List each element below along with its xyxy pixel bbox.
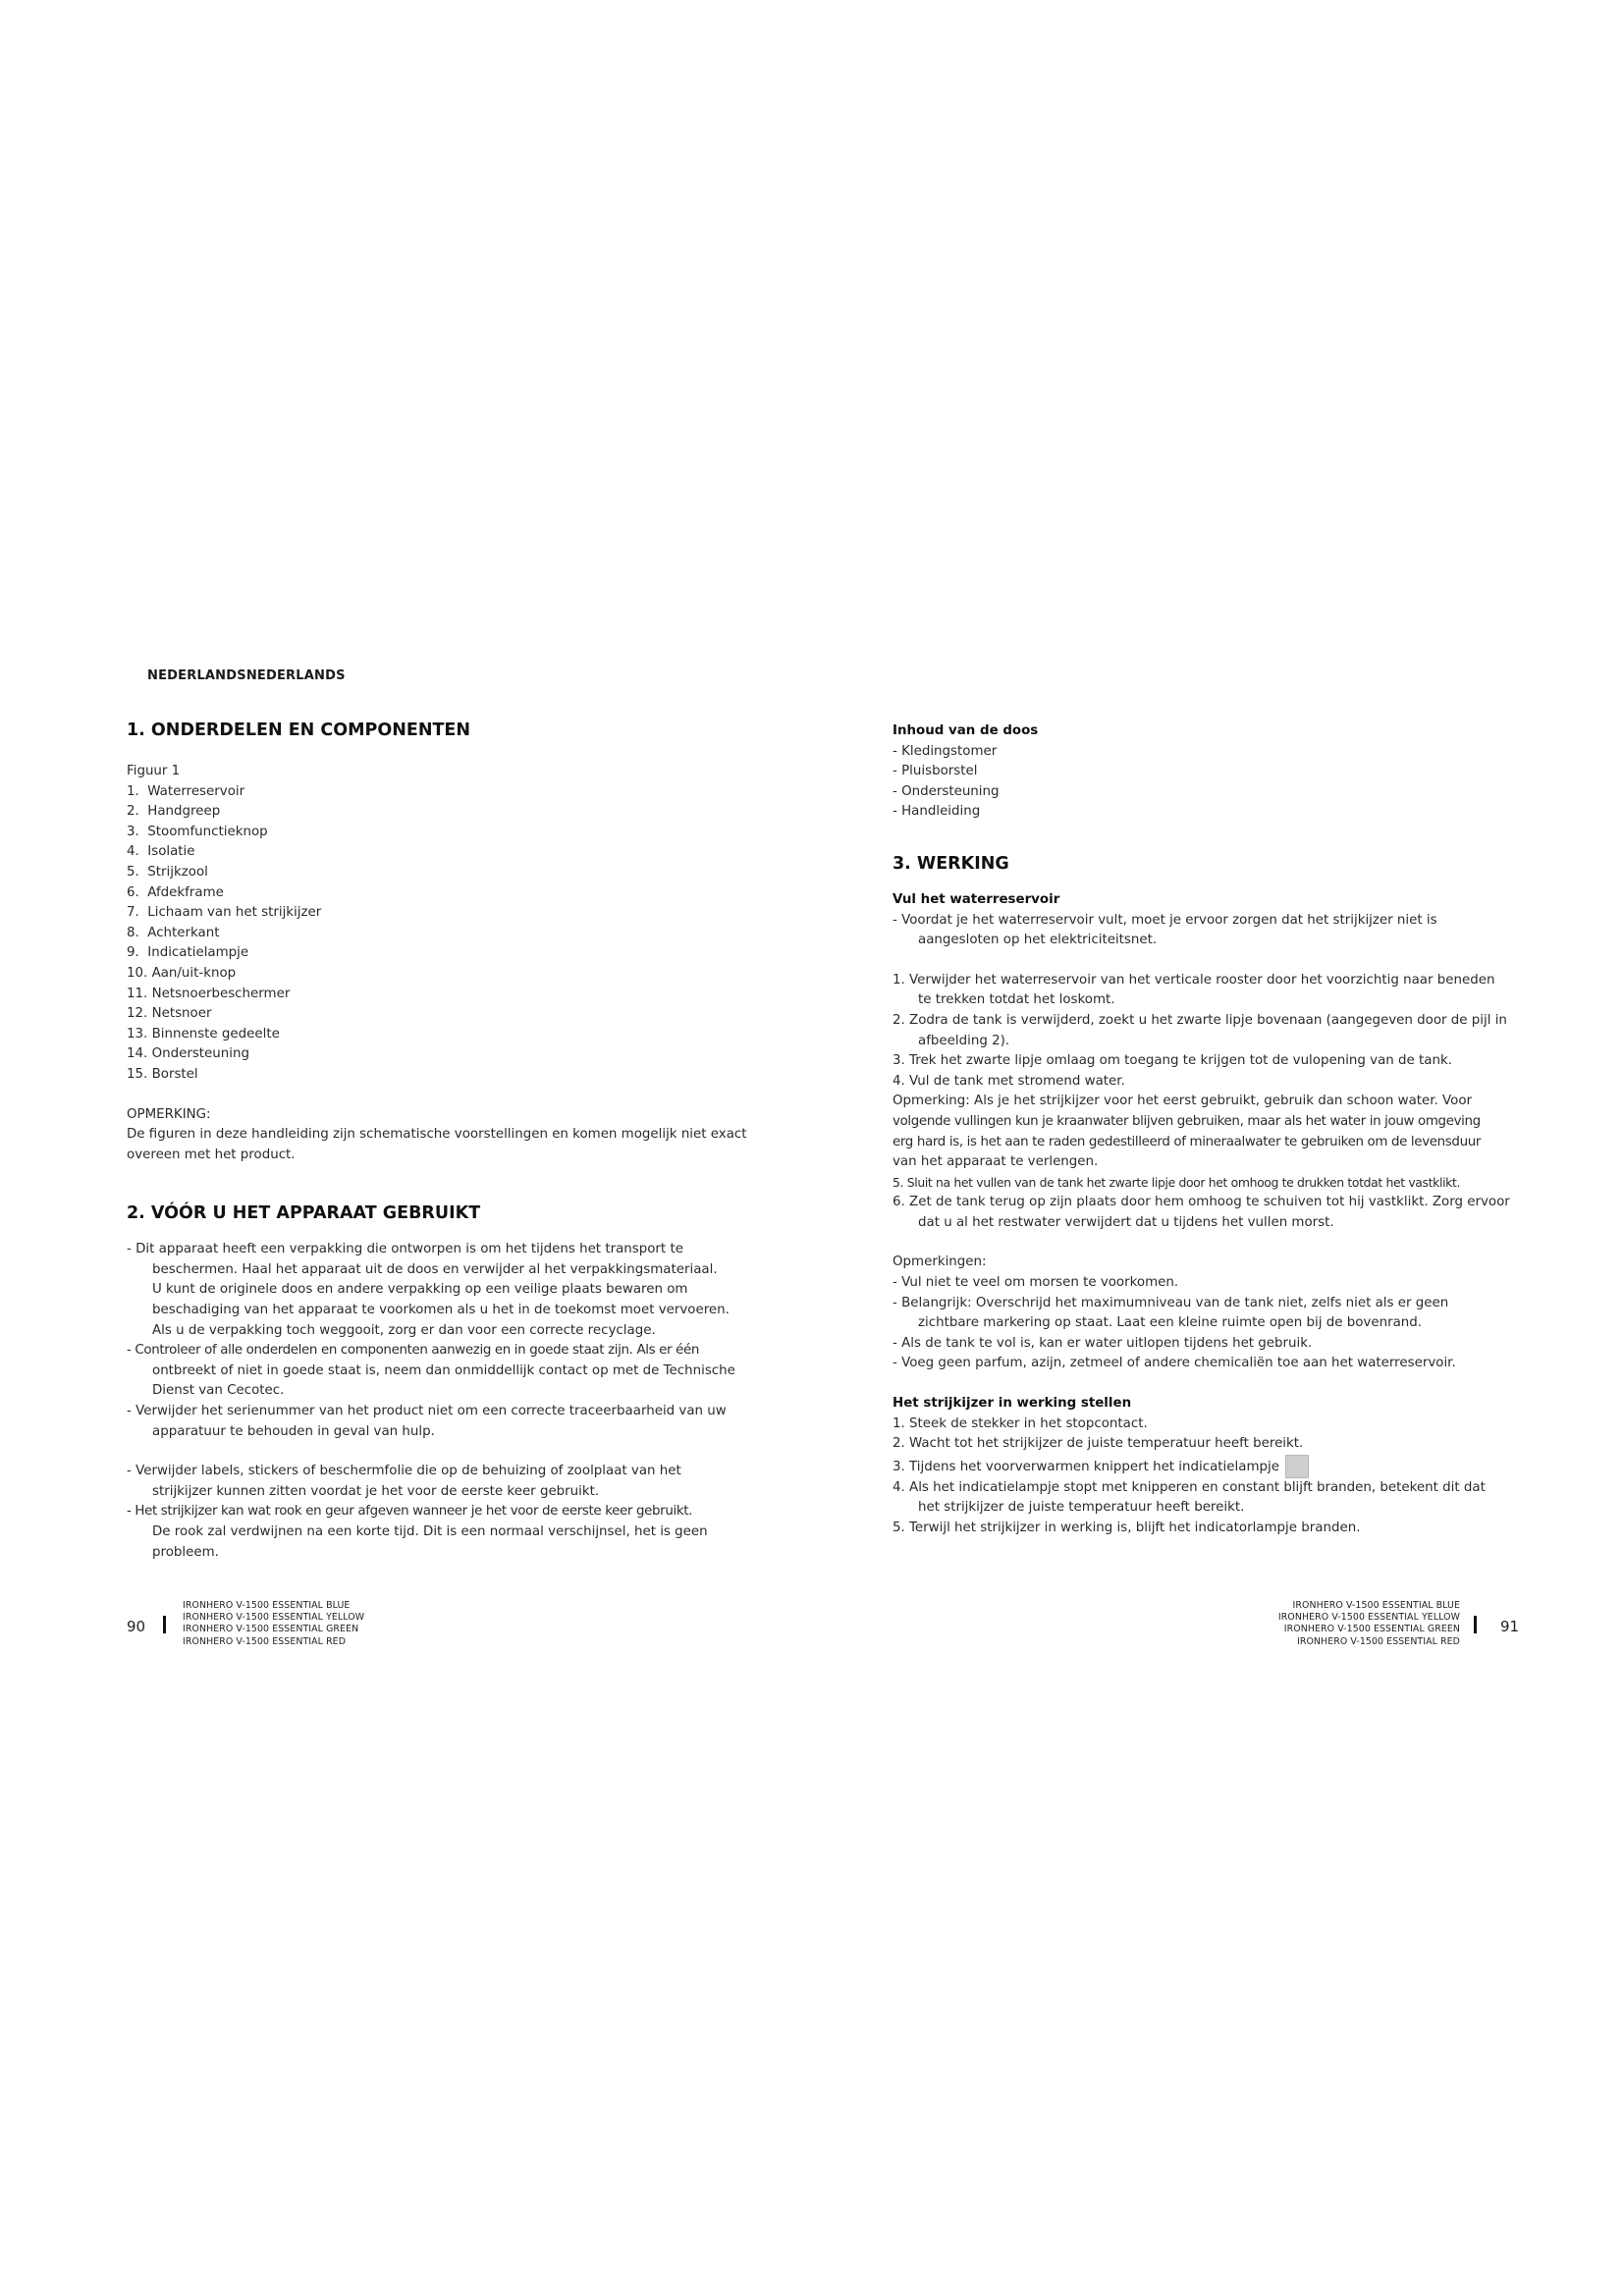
step-line: 1. Verwijder het waterreservoir van het verticale rooster door het voorzichtig naar beneden bbox=[893, 972, 1495, 988]
note-label: OPMERKING: bbox=[127, 1106, 211, 1122]
step-line: van het apparaat te verlengen. bbox=[893, 1154, 1099, 1170]
list-item: 9. Indicatielampje bbox=[127, 945, 249, 961]
box-contents-title: Inhoud van de doos bbox=[893, 723, 1039, 738]
paragraph-line: - Het strijkijzer kan wat rook en geur afgeven wanneer je het voor de eerste keer gebruikt. bbox=[127, 1504, 693, 1520]
indicator-lamp-icon bbox=[1285, 1455, 1309, 1478]
step-line: 3. Trek het zwarte lipje omlaag om toegang te krijgen tot de vulopening van de tank. bbox=[893, 1053, 1452, 1069]
footer-divider bbox=[163, 1616, 166, 1633]
list-item: 2. Handgreep bbox=[127, 804, 221, 820]
step-line: 6. Zet de tank terug op zijn plaats door hem omhoog te schuiven tot hij vastklikt. Zorg ervoor bbox=[893, 1195, 1510, 1210]
list-item: 6. Afdekframe bbox=[127, 884, 224, 900]
paragraph-line: aangesloten op het elektriciteitsnet. bbox=[918, 933, 1158, 948]
start-iron-title: Het strijkijzer in werking stellen bbox=[893, 1396, 1132, 1412]
list-item: 1. Waterreservoir bbox=[127, 783, 245, 799]
list-item: 12. Netsnoer bbox=[127, 1006, 212, 1022]
section-3-title: 3. WERKING bbox=[893, 853, 1009, 874]
list-item: - Pluisborstel bbox=[893, 764, 978, 779]
paragraph-line: - Verwijder labels, stickers of beschermfolie die op de behuizing of zoolplaat van het bbox=[127, 1464, 681, 1479]
remarks-label: Opmerkingen: bbox=[893, 1255, 987, 1270]
right-page-content bbox=[893, 721, 1521, 1539]
paragraph-line: probleem. bbox=[152, 1544, 219, 1560]
list-item: 11. Netsnoerbeschermer bbox=[127, 986, 291, 1001]
footer-models-right: IRONHERO V-1500 ESSENTIAL BLUE IRONHERO V-1500 ESSENTIAL YELLOW IRONHERO V-1500 ESSENTIAL GREEN IRONHERO V-1500 ESSENTIAL RED bbox=[1277, 1600, 1460, 1647]
step-line: 2. Zodra de tank is verwijderd, zoekt u het zwarte lipje bovenaan (aangegeven door de pijl in bbox=[893, 1012, 1507, 1028]
list-item: 3. Stoomfunctieknop bbox=[127, 824, 268, 839]
list-item: - Ondersteuning bbox=[893, 783, 1000, 799]
step-line: 4. Vul de tank met stromend water. bbox=[893, 1073, 1125, 1089]
figure-label: Figuur 1 bbox=[127, 764, 181, 778]
list-item: zichtbare markering op staat. Laat een kleine ruimte open bij de bovenrand. bbox=[918, 1315, 1423, 1331]
paragraph-line: De rook zal verdwijnen na een korte tijd. Dit is een normaal verschijnsel, het is geen bbox=[152, 1524, 708, 1539]
before-use-list bbox=[127, 1240, 755, 1563]
step-line: 1. Steek de stekker in het stopcontact. bbox=[893, 1415, 1148, 1431]
list-item: 4. Isolatie bbox=[127, 844, 195, 860]
list-item: - Als de tank te vol is, kan er water uitlopen tijdens het gebruik. bbox=[893, 1335, 1313, 1351]
step-line: te trekken totdat het loskomt. bbox=[918, 992, 1115, 1008]
list-item: 5. Strijkzool bbox=[127, 864, 208, 880]
step-line: 5. Terwijl het strijkijzer in werking is, blijft het indicatorlampje branden. bbox=[893, 1521, 1361, 1535]
start-steps bbox=[893, 1415, 1521, 1539]
section-2-title: 2. VÓÓR U HET APPARAAT GEBRUIKT bbox=[127, 1203, 481, 1224]
list-item: - Handleiding bbox=[893, 804, 981, 820]
paragraph-line: U kunt de originele doos en andere verpakking op een veilige plaats bewaren om bbox=[152, 1282, 688, 1298]
fill-steps bbox=[893, 971, 1521, 1234]
paragraph-line: beschermen. Haal het apparaat uit de doos en verwijder al het verpakkingsmateriaal. bbox=[152, 1261, 718, 1277]
paragraph-line: beschadiging van het apparaat te voorkomen als u het in de toekomst moet vervoeren. bbox=[152, 1303, 730, 1318]
page-number-right: 91 bbox=[1500, 1618, 1520, 1635]
step-line: het strijkijzer de juiste temperatuur heeft bereikt. bbox=[918, 1500, 1245, 1516]
paragraph-line: Dienst van Cecotec. bbox=[152, 1383, 285, 1399]
paragraph-line: - Controleer of alle onderdelen en componenten aanwezig en in goede staat zijn. Als er één bbox=[127, 1343, 700, 1359]
paragraph-line: apparatuur te behouden in geval van hulp. bbox=[152, 1423, 435, 1439]
left-page-content bbox=[127, 720, 755, 1563]
list-item: 7. Lichaam van het strijkijzer bbox=[127, 905, 322, 921]
step-line: 4. Als het indicatielampje stopt met knipperen en constant blijft branden, betekent dit dat bbox=[893, 1479, 1486, 1495]
step-line: erg hard is, is het aan te raden gedestilleerd of mineraalwater te gebruiken om de levensduur bbox=[893, 1134, 1481, 1149]
note-line: overeen met het product. bbox=[127, 1147, 296, 1162]
paragraph-line: Als u de verpakking toch weggooit, zorg er dan voor een correcte recyclage. bbox=[152, 1322, 656, 1338]
paragraph-line: strijkijzer kunnen zitten voordat je het voor de eerste keer gebruikt. bbox=[152, 1483, 600, 1499]
remarks-list bbox=[893, 1273, 1521, 1374]
step-line: afbeelding 2). bbox=[918, 1033, 1010, 1048]
list-item: 10. Aan/uit-knop bbox=[127, 965, 237, 981]
list-item: 15. Borstel bbox=[127, 1066, 198, 1082]
section-1-title: 1. ONDERDELEN EN COMPONENTEN bbox=[127, 721, 471, 740]
step-line: 3. Tijdens het voorverwarmen knippert het indicatielampje bbox=[893, 1455, 1521, 1478]
paragraph-line: ontbreekt of niet in goede staat is, neem dan onmiddellijk contact op met de Technische bbox=[152, 1362, 735, 1378]
step-line: dat u al het restwater verwijdert dat u tijdens het vullen morst. bbox=[918, 1214, 1334, 1230]
list-item: 13. Binnenste gedeelte bbox=[127, 1026, 280, 1041]
footer-models-left: IRONHERO V-1500 ESSENTIAL BLUE IRONHERO V-1500 ESSENTIAL YELLOW IRONHERO V-1500 ESSENTIAL GREEN IRONHERO V-1500 ESSENTIAL RED bbox=[183, 1600, 365, 1647]
paragraph-line: - Voordat je het waterreservoir vult, moet je ervoor zorgen dat het strijkijzer niet is bbox=[893, 912, 1437, 928]
language-header: NEDERLANDSNEDERLANDS bbox=[147, 668, 346, 683]
step-line: 5. Sluit na het vullen van de tank het zwarte lipje door het omhoog te drukken totdat het vastklikt. bbox=[893, 1174, 1461, 1190]
list-item: - Vul niet te veel om morsen te voorkomen. bbox=[893, 1275, 1179, 1291]
step-line: volgende vullingen kun je kraanwater blijven gebruiken, maar als het water in jouw omgeving bbox=[893, 1113, 1481, 1129]
fill-reservoir-title: Vul het waterreservoir bbox=[893, 891, 1060, 907]
list-item: - Voeg geen parfum, azijn, zetmeel of andere chemicaliën toe aan het waterreservoir. bbox=[893, 1356, 1456, 1371]
footer-divider bbox=[1474, 1616, 1477, 1633]
note-line: De figuren in deze handleiding zijn schematische voorstellingen en komen mogelijk niet exact bbox=[127, 1127, 747, 1143]
list-item: 8. Achterkant bbox=[127, 925, 220, 940]
page-number-left: 90 bbox=[127, 1618, 146, 1635]
step-line: Opmerking: Als je het strijkijzer voor het eerst gebruikt, gebruik dan schoon water. Voor bbox=[893, 1094, 1473, 1109]
paragraph-line: - Verwijder het serienummer van het product niet om een correcte traceerbaarheid van uw bbox=[127, 1404, 727, 1419]
box-contents-list bbox=[893, 742, 1521, 823]
list-item: - Belangrijk: Overschrijd het maximumniveau van de tank niet, zelfs niet als er geen bbox=[893, 1295, 1449, 1310]
list-item: 14. Ondersteuning bbox=[127, 1046, 249, 1062]
list-item: - Kledingstomer bbox=[893, 743, 998, 759]
step-line: 2. Wacht tot het strijkijzer de juiste temperatuur heeft bereikt. bbox=[893, 1436, 1304, 1452]
parts-list bbox=[127, 782, 755, 1086]
paragraph-line: - Dit apparaat heeft een verpakking die ontworpen is om het tijdens het transport te bbox=[127, 1242, 683, 1257]
